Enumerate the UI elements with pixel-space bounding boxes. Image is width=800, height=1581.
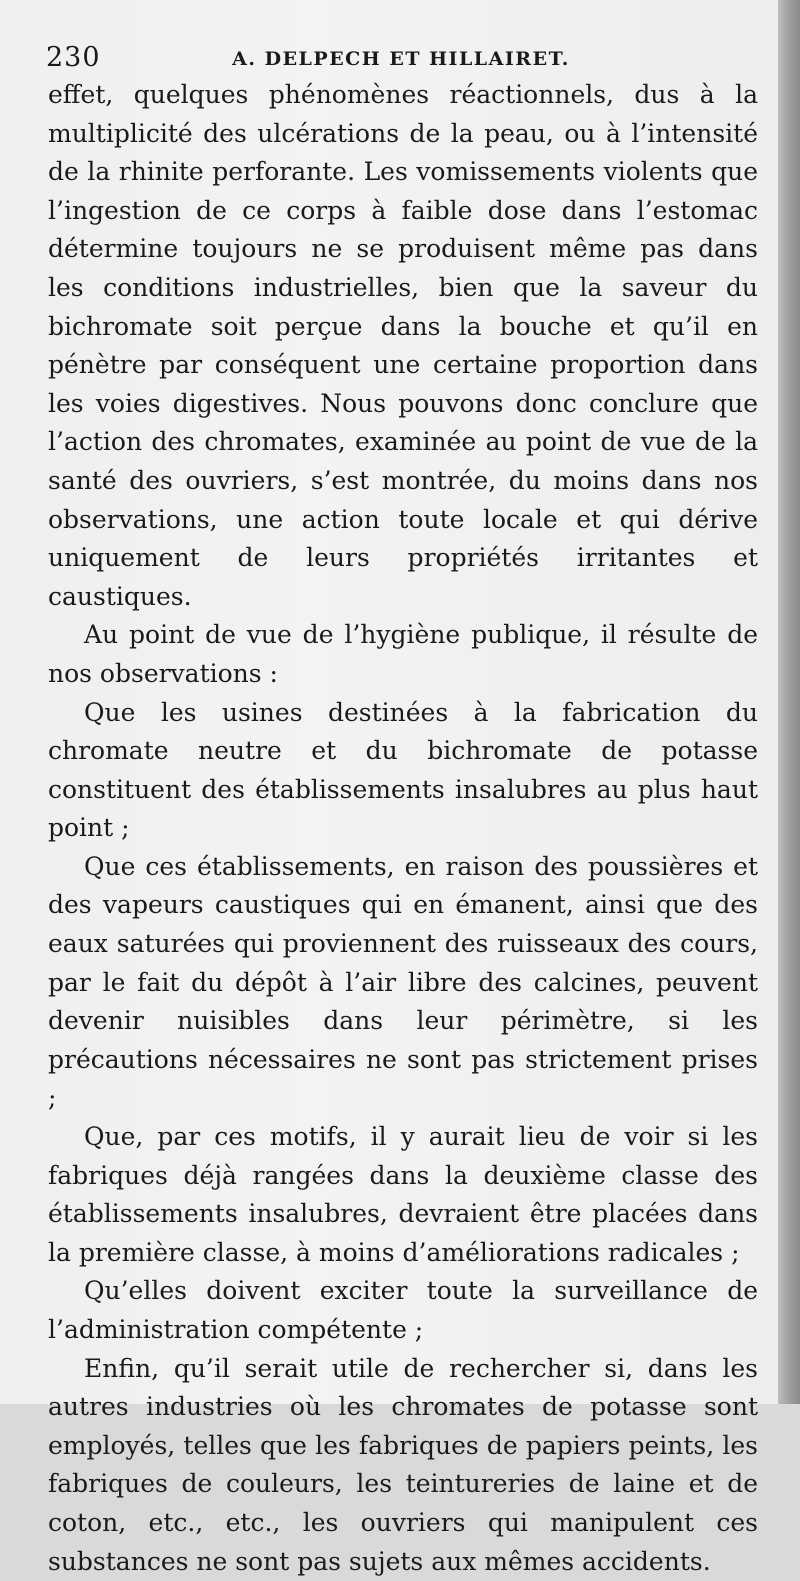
paragraph-first-class: Que, par ces motifs, il y aurait lieu de voir si les fabriques déjà rangées dans la deuxième classe des établissements insalubres, devraient être placées dans la première classe, à moins d’améliorations radicales ; xyxy=(48,1122,758,1267)
paragraph-continuation: effet, quelques phénomènes réactionnels, dus à la multiplicité des ulcérations de la peau, ou à l’intensité de la rhinite perforante. Les vomissements violents que l’ingestion de ce corps à faible dose dans l’estomac détermine toujours ne se produisent même pas dans les conditions industrielles, bien que la saveur du bichromate soit perçue dans la bouche et qu’il en pénètre par conséquent une certaine proportion dans les voies digestives. Nous pouvons donc conclure que l’action des chromates, examinée au point de vue de la santé des ouvriers, s’est montrée, du moins dans nos observations, une action toute locale et qui dérive uniquement de leurs propriétés irritantes et caustiques. xyxy=(48,80,758,611)
paragraph-factories-insalubrious: Que les usines destinées à la fabrication du chromate neutre et du bichromate de potasse constituent des établissements insalubres au plus haut point ; xyxy=(48,697,758,843)
page-header xyxy=(46,42,756,76)
running-head: A. DELPECH ET HILLAIRET. xyxy=(232,48,570,70)
paragraph-establishments-harmful: Que ces établissements, en raison des poussières et des vapeurs caustiques qui en émanent, ainsi que des eaux saturées qui proviennent des ruisseaux des cours, par le fait du dépôt à l’air libre des calcines, peuvent devenir nuisibles dans leur périmètre, si les précautions nécessaires ne sont pas strictement prises ; xyxy=(48,851,758,1113)
paragraph-surveillance: Qu’elles doivent exciter toute la surveillance de l’administration compétente ; xyxy=(48,1276,758,1344)
body-text xyxy=(48,76,758,1581)
page-number: 230 xyxy=(46,42,101,73)
page-edge-shadow xyxy=(778,0,800,1404)
paragraph-other-industries: Enfin, qu’il serait utile de rechercher si, dans les autres industries où les chromates de potasse sont employés, telles que les fabriques de papiers peints, les fabriques de couleurs, les teintureries de laine et de coton, etc., etc., les ouvriers qui manipulent ces substances ne sont pas sujets aux mêmes accidents. xyxy=(48,1353,758,1576)
paragraph-public-hygiene: Au point de vue de l’hygiène publique, il résulte de nos observations : xyxy=(48,620,758,688)
